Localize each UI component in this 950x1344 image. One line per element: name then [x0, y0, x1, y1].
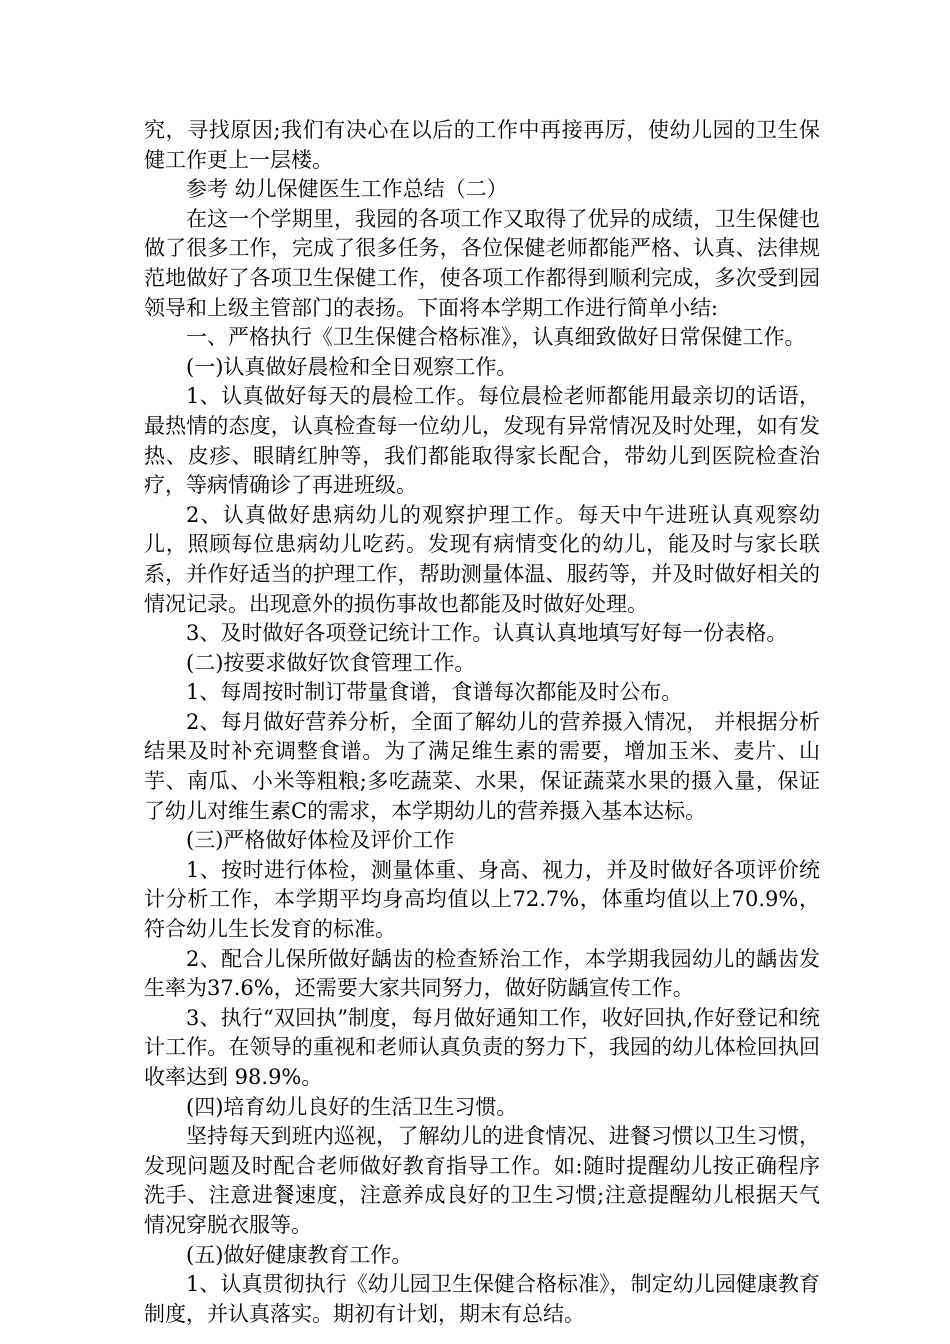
heading-1: 一、严格执行《卫生保健合格标准》，认真细致做好日常保健工作。	[186, 325, 806, 350]
section-title: 参考 幼儿保健医生工作总结（二）	[186, 177, 508, 202]
paragraph-1: 究，寻找原因;我们有决心在以后的工作中再接再厉，使幼儿园的卫生保健工作更上一层楼。	[144, 118, 820, 172]
paragraph-5-1: 1、认真贯彻执行《幼儿园卫生保健合格标准》，制定幼儿园健康教育制度，并认真落实。期初有计划，期末有总结。	[144, 1272, 820, 1326]
paragraph-2-2: 2、每月做好营养分析，全面了解幼儿的营养摄入情况， 并根据分析结果及时补充调整食谱。为了满足维生素的需要，增加玉米、麦片、山芋、南瓜、小米等粗粮;多吃蔬菜、水果，保证蔬菜水果的摄入量，保证了幼儿对维生素C的需求，本学期幼儿的营养摄入基本达标。	[144, 709, 820, 823]
paragraph-1-1: 1、认真做好每天的晨检工作。每位晨检老师都能用最亲切的话语，最热情的态度，认真检查每一位幼儿，发现有异常情况及时处理，如有发热、皮疹、眼睛红肿等，我们都能取得家长配合，带幼儿到医院检查治疗，等病情确诊了再进班级。	[144, 384, 820, 498]
subheading-1: (一)认真做好晨检和全日观察工作。	[186, 354, 518, 379]
paragraph-1-2: 2、认真做好患病幼儿的观察护理工作。每天中午进班认真观察幼儿，照顾每位患病幼儿吃药。发现有病情变化的幼儿，能及时与家长联系，并作好适当的护理工作，帮助测量体温、服药等，并及时做好相关的情况记录。出现意外的损伤事故也都能及时做好处理。	[144, 502, 820, 616]
paragraph-4: 坚持每天到班内巡视，了解幼儿的进食情况、进餐习惯以卫生习惯，发现问题及时配合老师做好教育指导工作。如:随时提醒幼儿按正确程序洗手、注意进餐速度，注意养成良好的卫生习惯;注意提醒幼儿根据天气情况穿脱衣服等。	[144, 1124, 820, 1237]
paragraph-intro: 在这一个学期里，我园的各项工作又取得了优异的成绩，卫生保健也做了很多工作，完成了很多任务，各位保健老师都能严格、认真、法律规范地做好了各项卫生保健工作，使各项工作都得到顺利完成，多次受到园领导和上级主管部门的表扬。下面将本学期工作进行简单小结:	[144, 206, 820, 320]
subheading-2: (二)按要求做好饮食管理工作。	[186, 650, 476, 675]
paragraph-3-1: 1、按时进行体检，测量体重、身高、视力，并及时做好各项评价统计分析工作，本学期平均身高均值以上72.7%，体重均值以上70.9%，符合幼儿生长发育的标准。	[144, 857, 820, 942]
paragraph-3-2: 2、配合儿保所做好龋齿的检查矫治工作，本学期我园幼儿的龋齿发生率为37.6%，还需要大家共同努力，做好防龋宣传工作。	[144, 946, 820, 1001]
document-page	[144, 116, 820, 1329]
subheading-3: (三)严格做好体检及评价工作	[186, 828, 455, 853]
paragraph-1-3: 3、及时做好各项登记统计工作。认真认真地填写好每一份表格。	[186, 621, 788, 646]
subheading-5: (五)做好健康教育工作。	[186, 1242, 413, 1267]
paragraph-3-3: 3、执行“双回执”制度，每月做好通知工作，收好回执,作好登记和统计工作。在领导的重视和老师认真负责的努力下，我园的幼儿体检回执回收率达到 98.9%。	[144, 1005, 820, 1089]
paragraph-2-1: 1、每周按时制订带量食谱，食谱每次都能及时公布。	[186, 680, 683, 705]
subheading-4: (四)培育幼儿良好的生活卫生习惯。	[186, 1094, 518, 1119]
